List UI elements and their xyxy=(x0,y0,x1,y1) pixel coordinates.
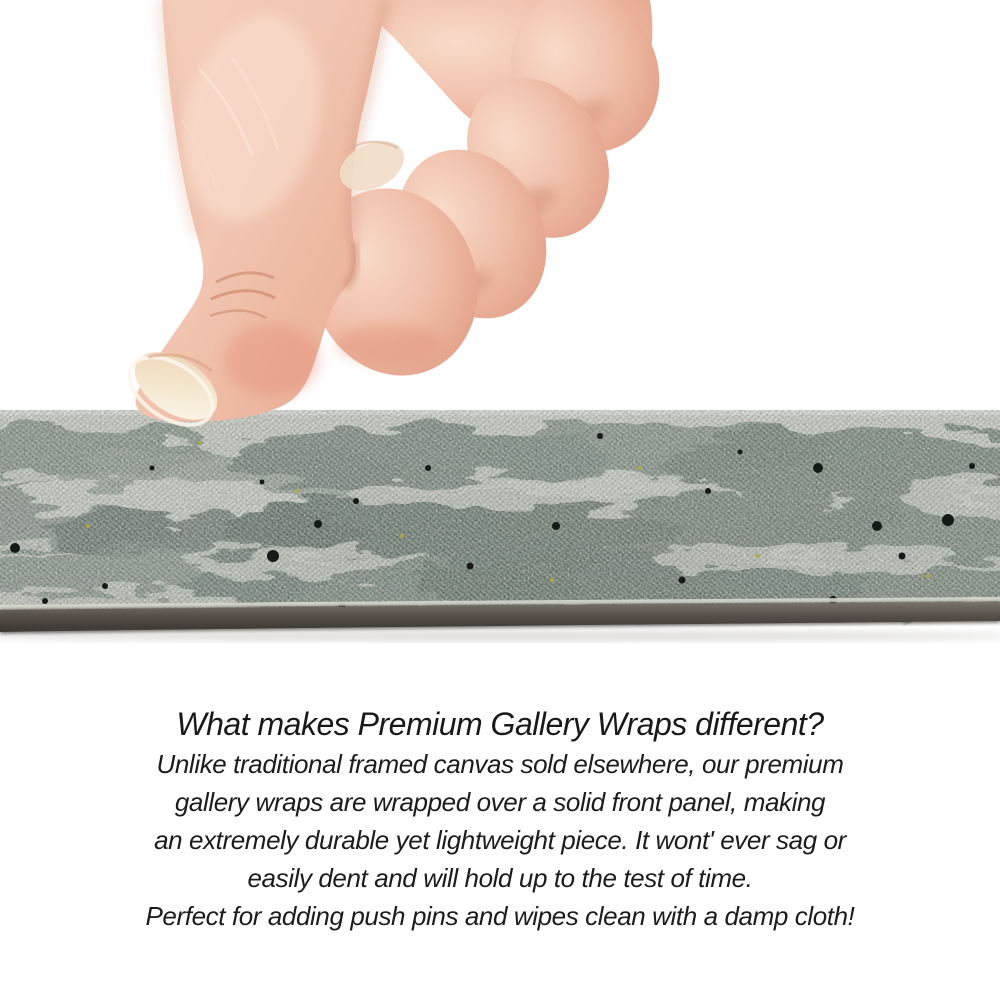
info-line-1: Unlike traditional framed canvas sold elsewhere, our premium xyxy=(156,749,844,779)
canvas-edge-photo xyxy=(0,408,1000,643)
palm-and-thumb xyxy=(118,0,387,430)
thumb-flush xyxy=(224,324,320,396)
info-heading: What makes Premium Gallery Wraps different? xyxy=(176,706,824,742)
info-line-4: easily dent and will hold up to the test of time. xyxy=(247,863,753,893)
info-text-block xyxy=(0,703,1000,935)
info-line-5: Perfect for adding push pins and wipes clean with a damp cloth! xyxy=(145,901,855,931)
info-line-2: gallery wraps are wrapped over a solid front panel, making xyxy=(174,787,826,817)
hand-photo xyxy=(0,0,700,430)
info-line-3: an extremely durable yet lightweight piece. It wont' ever sag or xyxy=(154,825,846,855)
